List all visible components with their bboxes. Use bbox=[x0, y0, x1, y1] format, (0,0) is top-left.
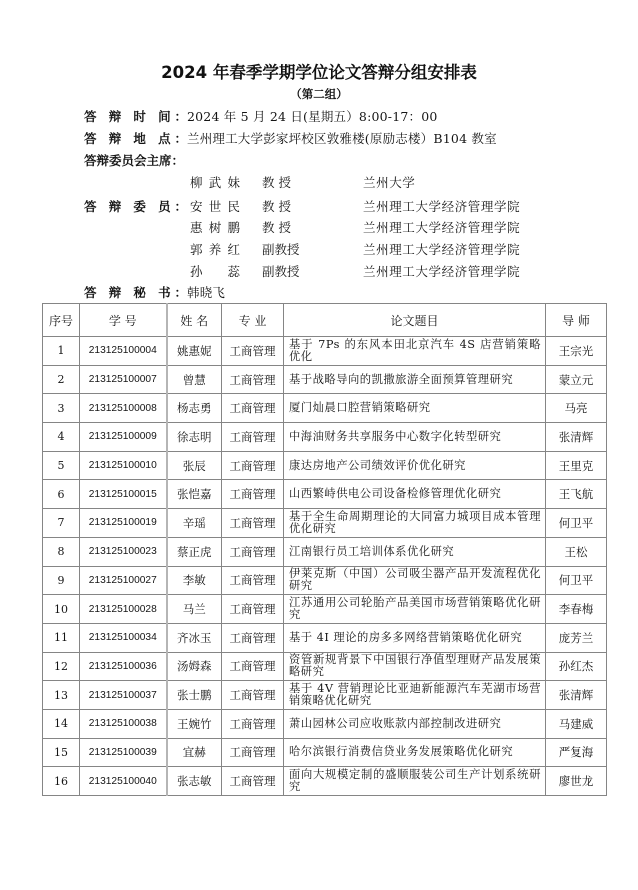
page-title: 2024 年春季学期学位论文答辩分组安排表 bbox=[161, 63, 477, 82]
table-row bbox=[43, 652, 607, 681]
row-name: 李敏 bbox=[167, 566, 222, 595]
table-row bbox=[43, 738, 607, 767]
row-major: 工商管理 bbox=[222, 595, 284, 624]
committee-chair-line bbox=[84, 150, 184, 172]
row-student-id: 213125100027 bbox=[80, 566, 167, 595]
row-name: 宜赫 bbox=[167, 738, 222, 767]
row-name: 马兰 bbox=[167, 595, 222, 624]
row-serial: 9 bbox=[43, 566, 80, 595]
committee-chair-label: 答辩委员会主席： bbox=[84, 153, 185, 168]
row-name: 张志敏 bbox=[167, 767, 222, 796]
header-name: 姓 名 bbox=[167, 304, 222, 337]
row-student-id: 213125100010 bbox=[80, 451, 167, 480]
committee-member bbox=[0, 261, 638, 283]
row-name: 姚惠妮 bbox=[167, 337, 222, 366]
row-advisor: 孙红杰 bbox=[546, 652, 607, 681]
row-student-id: 213125100008 bbox=[80, 394, 167, 423]
row-advisor: 李春梅 bbox=[546, 595, 607, 624]
row-topic: 基于战略导向的凯撒旅游全面预算管理研究 bbox=[284, 365, 546, 394]
table-row bbox=[43, 451, 607, 480]
row-name: 杨志勇 bbox=[167, 394, 222, 423]
row-serial: 11 bbox=[43, 623, 80, 652]
row-major: 工商管理 bbox=[222, 738, 284, 767]
secretary-label: 答 辩 秘 书： bbox=[84, 285, 187, 300]
row-serial: 3 bbox=[43, 394, 80, 423]
defense-place-label: 答 辩 地 点： bbox=[84, 131, 187, 146]
row-serial: 7 bbox=[43, 509, 80, 538]
row-serial: 14 bbox=[43, 709, 80, 738]
row-name: 齐冰玉 bbox=[167, 623, 222, 652]
table-row bbox=[43, 709, 607, 738]
row-name: 曾慧 bbox=[167, 365, 222, 394]
member-institution: 兰州理工大学经济管理学院 bbox=[363, 242, 521, 257]
row-serial: 6 bbox=[43, 480, 80, 509]
row-student-id: 213125100036 bbox=[80, 652, 167, 681]
row-advisor: 张清辉 bbox=[546, 423, 607, 452]
member-title: 副教授 bbox=[262, 264, 300, 279]
row-topic: 哈尔滨银行消费信贷业务发展策略优化研究 bbox=[284, 738, 546, 767]
row-advisor: 何卫平 bbox=[546, 509, 607, 538]
committee-member bbox=[0, 217, 638, 239]
row-advisor: 蒙立元 bbox=[546, 365, 607, 394]
row-serial: 8 bbox=[43, 537, 80, 566]
row-topic: 伊莱克斯（中国）公司吸尘器产品开发流程优化研究 bbox=[284, 566, 546, 595]
row-student-id: 213125100023 bbox=[80, 537, 167, 566]
table-row bbox=[43, 767, 607, 796]
row-student-id: 213125100015 bbox=[80, 480, 167, 509]
row-major: 工商管理 bbox=[222, 451, 284, 480]
row-topic: 萧山园林公司应收账款内部控制改进研究 bbox=[284, 709, 546, 738]
row-name: 王婉竹 bbox=[167, 709, 222, 738]
header-major: 专 业 bbox=[222, 304, 284, 337]
row-topic: 基于 4I 理论的房多多网络营销策略优化研究 bbox=[284, 623, 546, 652]
row-student-id: 213125100007 bbox=[80, 365, 167, 394]
row-advisor: 廖世龙 bbox=[546, 767, 607, 796]
row-topic: 江南银行员工培训体系优化研究 bbox=[284, 537, 546, 566]
secretary-value: 韩晓飞 bbox=[187, 285, 226, 300]
row-serial: 13 bbox=[43, 681, 80, 710]
row-name: 张士鹏 bbox=[167, 681, 222, 710]
row-major: 工商管理 bbox=[222, 652, 284, 681]
member-title: 教 授 bbox=[262, 175, 291, 190]
row-topic: 资管新规背景下中国银行净值型理财产品发展策略研究 bbox=[284, 652, 546, 681]
row-major: 工商管理 bbox=[222, 509, 284, 538]
row-student-id: 213125100038 bbox=[80, 709, 167, 738]
table-row bbox=[43, 423, 607, 452]
header-advisor: 导 师 bbox=[546, 304, 607, 337]
row-advisor: 王宗光 bbox=[546, 337, 607, 366]
row-advisor: 王里克 bbox=[546, 451, 607, 480]
defense-place-line bbox=[84, 128, 497, 150]
row-topic: 山西繁峙供电公司设备检修管理优化研究 bbox=[284, 480, 546, 509]
row-advisor: 王飞航 bbox=[546, 480, 607, 509]
schedule-table bbox=[42, 303, 607, 796]
row-major: 工商管理 bbox=[222, 681, 284, 710]
row-name: 张辰 bbox=[167, 451, 222, 480]
row-major: 工商管理 bbox=[222, 623, 284, 652]
row-student-id: 213125100009 bbox=[80, 423, 167, 452]
group-subtitle: （第二组） bbox=[290, 87, 348, 101]
table-row bbox=[43, 394, 607, 423]
table-row bbox=[43, 480, 607, 509]
committee-member bbox=[0, 239, 638, 261]
row-major: 工商管理 bbox=[222, 566, 284, 595]
member-institution: 兰州理工大学经济管理学院 bbox=[363, 220, 521, 235]
row-student-id: 213125100039 bbox=[80, 738, 167, 767]
row-serial: 16 bbox=[43, 767, 80, 796]
row-topic: 康达房地产公司绩效评价优化研究 bbox=[284, 451, 546, 480]
table-row bbox=[43, 681, 607, 710]
row-major: 工商管理 bbox=[222, 423, 284, 452]
table-row bbox=[43, 623, 607, 652]
row-topic: 厦门灿晨口腔营销策略研究 bbox=[284, 394, 546, 423]
row-serial: 15 bbox=[43, 738, 80, 767]
member-name: 孙 蕊 bbox=[190, 264, 240, 279]
member-title: 教 授 bbox=[262, 220, 291, 235]
table-row bbox=[43, 595, 607, 624]
header-serial: 序号 bbox=[43, 304, 80, 337]
committee-members-label: 答 辩 委 员： bbox=[84, 199, 187, 214]
table-row bbox=[43, 566, 607, 595]
row-advisor: 何卫平 bbox=[546, 566, 607, 595]
row-student-id: 213125100037 bbox=[80, 681, 167, 710]
row-major: 工商管理 bbox=[222, 709, 284, 738]
row-name: 张恺嘉 bbox=[167, 480, 222, 509]
row-major: 工商管理 bbox=[222, 767, 284, 796]
row-advisor: 庞芳兰 bbox=[546, 623, 607, 652]
row-topic: 基于全生命周期理论的大同富力城项目成本管理优化研究 bbox=[284, 509, 546, 538]
table-header-row bbox=[43, 304, 607, 337]
defense-time-line bbox=[84, 106, 438, 128]
secretary-line bbox=[84, 282, 225, 304]
row-major: 工商管理 bbox=[222, 480, 284, 509]
row-name: 汤姆森 bbox=[167, 652, 222, 681]
row-name: 辛瑶 bbox=[167, 509, 222, 538]
row-name: 徐志明 bbox=[167, 423, 222, 452]
member-name: 郭养红 bbox=[190, 242, 240, 257]
row-advisor: 马建威 bbox=[546, 709, 607, 738]
row-topic: 基于 7Ps 的东风本田北京汽车 4S 店营销策略优化 bbox=[284, 337, 546, 366]
committee-member bbox=[0, 196, 638, 218]
member-institution: 兰州理工大学经济管理学院 bbox=[363, 264, 521, 279]
header-topic: 论文题目 bbox=[284, 304, 546, 337]
table-row bbox=[43, 337, 607, 366]
row-student-id: 213125100004 bbox=[80, 337, 167, 366]
row-major: 工商管理 bbox=[222, 537, 284, 566]
row-student-id: 213125100028 bbox=[80, 595, 167, 624]
row-topic: 面向大规模定制的盛顺服装公司生产计划系统研究 bbox=[284, 767, 546, 796]
member-name: 柳武妹 bbox=[190, 175, 240, 190]
row-student-id: 213125100040 bbox=[80, 767, 167, 796]
row-serial: 2 bbox=[43, 365, 80, 394]
row-student-id: 213125100019 bbox=[80, 509, 167, 538]
row-major: 工商管理 bbox=[222, 337, 284, 366]
row-serial: 10 bbox=[43, 595, 80, 624]
row-serial: 1 bbox=[43, 337, 80, 366]
defense-time-value: 2024 年 5 月 24 日(星期五）8:00-17：00 bbox=[187, 109, 438, 124]
row-topic: 中海油财务共享服务中心数字化转型研究 bbox=[284, 423, 546, 452]
member-title: 教 授 bbox=[262, 199, 291, 214]
row-advisor: 马亮 bbox=[546, 394, 607, 423]
row-serial: 5 bbox=[43, 451, 80, 480]
row-name: 蔡正虎 bbox=[167, 537, 222, 566]
member-name: 安世民 bbox=[190, 199, 240, 214]
member-institution: 兰州理工大学经济管理学院 bbox=[363, 199, 521, 214]
member-title: 副教授 bbox=[262, 242, 300, 257]
table-body bbox=[43, 337, 607, 796]
row-advisor: 张清辉 bbox=[546, 681, 607, 710]
header-student-id: 学 号 bbox=[80, 304, 167, 337]
row-student-id: 213125100034 bbox=[80, 623, 167, 652]
row-serial: 4 bbox=[43, 423, 80, 452]
row-major: 工商管理 bbox=[222, 394, 284, 423]
member-name: 惠树鹏 bbox=[190, 220, 240, 235]
defense-place-value: 兰州理工大学彭家坪校区敦雅楼(原励志楼）B104 教室 bbox=[187, 131, 497, 146]
table-row bbox=[43, 537, 607, 566]
table-row bbox=[43, 509, 607, 538]
committee-member bbox=[0, 172, 638, 194]
row-advisor: 严复海 bbox=[546, 738, 607, 767]
row-major: 工商管理 bbox=[222, 365, 284, 394]
row-advisor: 王松 bbox=[546, 537, 607, 566]
member-institution: 兰州大学 bbox=[363, 175, 416, 190]
row-topic: 基于 4V 营销理论比亚迪新能源汽车芜湖市场营销策略优化研究 bbox=[284, 681, 546, 710]
row-serial: 12 bbox=[43, 652, 80, 681]
row-topic: 江苏通用公司轮胎产品美国市场营销策略优化研究 bbox=[284, 595, 546, 624]
defense-time-label: 答 辩 时 间： bbox=[84, 109, 187, 124]
table-row bbox=[43, 365, 607, 394]
